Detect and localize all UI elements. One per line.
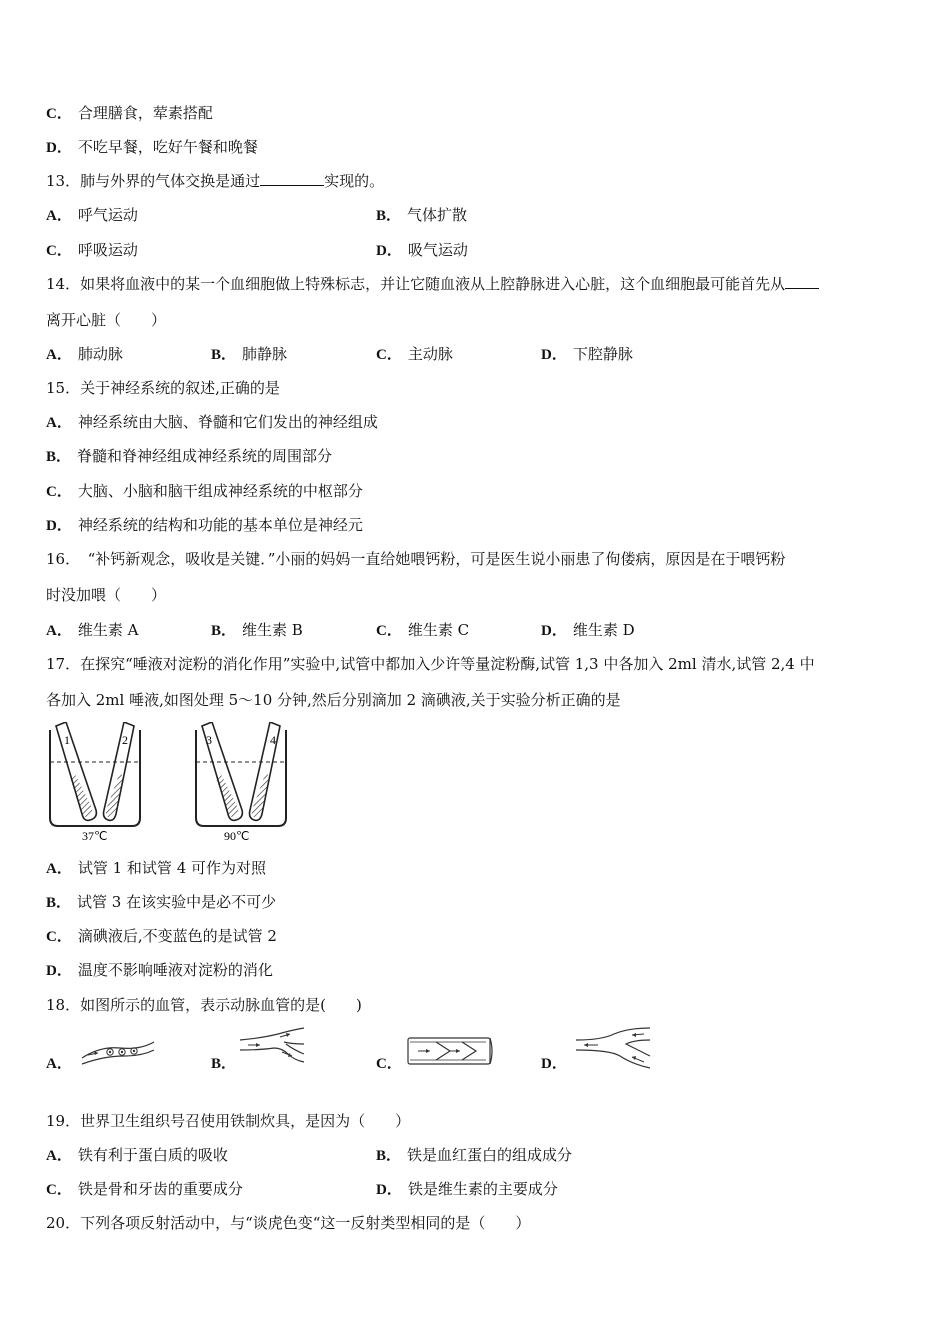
question-17-stem-cont: 各加入 2ml 唾液,如图处理 5～10 分钟,然后分别滴加 2 滴碘液,关于实验分析正确的是 (46, 691, 621, 709)
question-17-stem: 17．在探究“唾液对淀粉的消化作用”实验中,试管中都加入少许等量淀粉酶,试管 1,3 中各加入 2ml 清水,试管 2,4 中 (46, 655, 815, 673)
option-b (46, 446, 332, 467)
tube-label: 2 (122, 733, 128, 747)
option-d (46, 960, 273, 981)
tube-label: 4 (270, 733, 276, 747)
option-letter: D． (376, 243, 402, 259)
option-letter: C． (46, 243, 72, 259)
option-c (376, 1053, 408, 1074)
question-13-stem (46, 171, 384, 191)
option-text: 脊髓和脊神经组成神经系统的周围部分 (77, 447, 333, 465)
option-text: 滴碘液后,不变蓝色的是试管 2 (77, 927, 277, 945)
option-c (376, 344, 453, 365)
option-text: 肺动脉 (77, 345, 123, 363)
option-b (376, 1145, 572, 1166)
option-text: 维生素 D (572, 621, 635, 639)
beaker-37c (50, 722, 140, 843)
question-18-stem: 18．如图所示的血管，表示动脉血管的是( ) (46, 996, 362, 1014)
option-letter: D． (46, 963, 72, 979)
option-c (46, 103, 213, 124)
option-text: 呼吸运动 (77, 241, 138, 259)
option-letter: D． (376, 1182, 402, 1198)
option-d (541, 620, 635, 641)
option-text: 呼气运动 (77, 206, 138, 224)
question-20-stem: 20．下列各项反射活动中，与“谈虎色变“这一反射类型相同的是（ ） (46, 1214, 531, 1232)
option-a (46, 412, 378, 433)
option-letter: C． (46, 484, 72, 500)
option-letter: C． (46, 106, 72, 122)
option-d (46, 515, 363, 536)
tube-label: 3 (206, 733, 212, 747)
option-letter: B． (46, 449, 72, 465)
option-letter: D． (46, 518, 72, 534)
option-b (211, 344, 287, 365)
beaker-experiment-figure (44, 722, 304, 844)
question-15-stem: 15．关于神经系统的叙述,正确的是 (46, 379, 280, 397)
option-a (46, 1053, 78, 1074)
option-letter: C． (376, 347, 402, 363)
option-b (46, 892, 276, 913)
question-14-stem-cont: 离开心脏（ ） (46, 311, 167, 329)
option-d (541, 1053, 573, 1074)
option-letter: C． (376, 1056, 402, 1072)
option-a (46, 205, 138, 226)
option-letter: A． (46, 623, 72, 639)
stem-text: 14．如果将血液中的某一个血细胞做上特殊标志，并让它随血液从上腔静脉进入心脏，这个血细胞最可能首先从 (46, 275, 786, 293)
option-a (46, 858, 266, 879)
option-text: 试管 1 和试管 4 可作为对照 (77, 859, 267, 877)
question-16-stem-cont: 时没加喂（ ） (46, 586, 167, 604)
option-text: 铁是维生素的主要成分 (407, 1180, 558, 1198)
option-text: 试管 3 在该实验中是必不可少 (77, 893, 277, 911)
option-b (376, 205, 467, 226)
option-letter: A． (46, 208, 72, 224)
option-letter: A． (46, 415, 72, 431)
option-letter: D． (541, 623, 567, 639)
capillary-vessel-image (80, 1036, 156, 1066)
option-letter: D． (46, 140, 72, 156)
fill-blank (785, 274, 819, 289)
option-letter: A． (46, 347, 72, 363)
option-text: 维生素 A (77, 621, 139, 639)
option-letter: A． (46, 1148, 72, 1164)
option-d (541, 344, 633, 365)
fill-blank (260, 171, 324, 186)
option-c (46, 926, 277, 947)
option-letter: C． (376, 623, 402, 639)
option-c (46, 481, 363, 502)
option-a (46, 344, 123, 365)
question-19-stem: 19．世界卫生组织号召使用铁制炊具，是因为（ ） (46, 1112, 411, 1130)
option-text: 温度不影响唾液对淀粉的消化 (77, 961, 273, 979)
option-d (376, 240, 468, 261)
option-c (376, 620, 469, 641)
option-letter: B． (211, 623, 237, 639)
option-letter: B． (211, 347, 237, 363)
question-16-stem: 16． “补钙新观念，吸收是关键．”小丽的妈妈一直给她喂钙粉，可是医生说小丽患了佝偻病，原因是在于喂钙粉 (46, 550, 786, 568)
option-letter: B． (376, 208, 402, 224)
option-letter: C． (46, 929, 72, 945)
option-text: 铁有利于蛋白质的吸收 (77, 1146, 228, 1164)
option-text: 下腔静脉 (572, 345, 633, 363)
temperature-label: 37℃ (82, 829, 108, 843)
stem-text: 实现的。 (324, 172, 385, 190)
vein-with-valves-image (406, 1034, 494, 1068)
option-text: 不吃早餐，吃好午餐和晚餐 (77, 138, 258, 156)
tube-label: 1 (64, 733, 70, 747)
vessel-merging-image (572, 1024, 652, 1070)
option-letter: B． (376, 1148, 402, 1164)
option-d (46, 137, 258, 158)
option-c (46, 240, 138, 261)
option-text: 神经系统由大脑、脊髓和它们发出的神经组成 (77, 413, 378, 431)
option-letter: B． (211, 1056, 237, 1072)
option-text: 维生素 B (242, 621, 303, 639)
option-text: 合理膳食，荤素搭配 (77, 104, 213, 122)
option-text: 气体扩散 (407, 206, 468, 224)
option-text: 肺静脉 (242, 345, 288, 363)
option-c (46, 1179, 243, 1200)
option-text: 吸气运动 (407, 241, 468, 259)
option-text: 神经系统的结构和功能的基本单位是神经元 (77, 516, 363, 534)
vessel-branching-image (238, 1026, 308, 1066)
option-a (46, 620, 138, 641)
option-letter: B． (46, 895, 72, 911)
option-letter: D． (541, 1056, 567, 1072)
option-b (211, 620, 303, 641)
option-text: 铁是骨和牙齿的重要成分 (77, 1180, 243, 1198)
option-d (376, 1179, 558, 1200)
option-text: 大脑、小脑和脑干组成神经系统的中枢部分 (77, 482, 363, 500)
question-14-stem (46, 274, 819, 294)
option-text: 维生素 C (407, 621, 470, 639)
option-letter: C． (46, 1182, 72, 1198)
option-text: 主动脉 (407, 345, 453, 363)
option-letter: A． (46, 861, 72, 877)
beaker-90c (196, 722, 286, 843)
temperature-label: 90℃ (224, 829, 250, 843)
option-a (46, 1145, 228, 1166)
stem-text: 13．肺与外界的气体交换是通过 (46, 172, 261, 190)
option-letter: D． (541, 347, 567, 363)
option-text: 铁是血红蛋白的组成成分 (407, 1146, 573, 1164)
option-letter: A． (46, 1056, 72, 1072)
